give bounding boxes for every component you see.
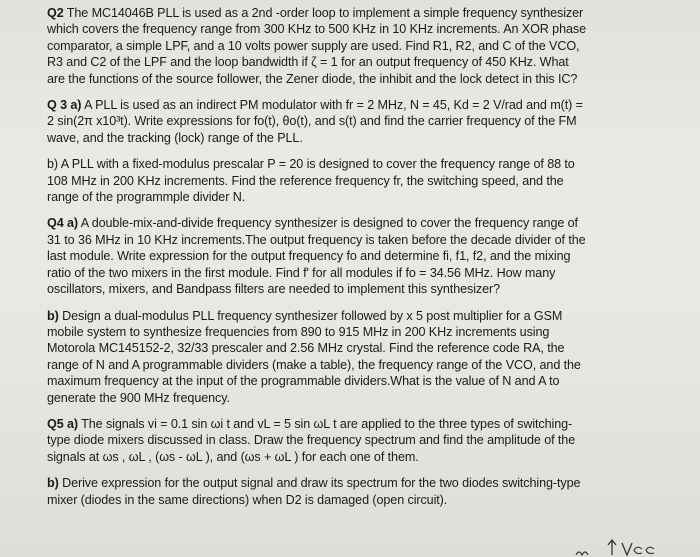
- question-line: [47, 97, 659, 113]
- question-line: oscillators, mixers, and Bandpass filters are needed to implement this synthesizer?: [47, 282, 500, 297]
- handwritten-scribble: [572, 535, 662, 557]
- question-line: maximum frequency at the input of the programmable dividers.What is the value of N and A to: [47, 374, 560, 389]
- question-line: generate the 900 MHz frequency.: [47, 390, 230, 405]
- question-line: 108 MHz in 200 KHz increments. Find the reference frequency fr, the switching speed, and the: [47, 173, 564, 188]
- question-line: last module. Write expression for the output frequency fo and determine fi, f1, f2, and the mixing: [47, 249, 571, 264]
- question-text: A double-mix-and-divide frequency synthesizer is designed to cover the frequency range of: [80, 216, 578, 231]
- question-line: R3 and C2 of the LPF and the loop bandwidth if ζ = 1 for an output frequency of 450 KHz. What: [47, 55, 569, 70]
- question-line: [47, 5, 659, 21]
- question-q4a: [47, 215, 659, 297]
- question-text: Design a dual-modulus PLL frequency synthesizer followed by x 5 post multiplier for a GSM: [62, 308, 563, 323]
- question-q5b: [47, 475, 659, 508]
- question-tag: Q 3 a): [47, 98, 82, 113]
- question-line: [47, 416, 659, 432]
- question-line: ratio of the two mixers in the first module. Find f' for all modules if fo = 34.56 MHz. How many: [47, 265, 556, 280]
- question-line: wave, and the tracking (lock) range of the PLL.: [47, 130, 303, 145]
- question-line: [47, 215, 659, 231]
- question-line: type diode mixers discussed in class. Draw the frequency spectrum and find the amplitude of the: [47, 433, 576, 448]
- question-line: [47, 475, 659, 491]
- question-tag: b): [47, 476, 59, 491]
- question-line: b) A PLL with a fixed-modulus prescalar P = 20 is designed to cover the frequency range of 88 to: [47, 157, 575, 172]
- question-tag: Q4 a): [47, 216, 78, 231]
- question-line: range of N and A programmable dividers (make a table), the frequency range of the VCO, and the: [47, 357, 581, 372]
- question-tag: Q2: [47, 6, 64, 20]
- question-line: [47, 308, 659, 324]
- question-text: The signals vi = 0.1 sin ωi t and vL = 5 sin ωL t are applied to the three types of switching-: [81, 416, 573, 431]
- question-text: A PLL is used as an indirect PM modulator with fr = 2 MHz, N = 45, Kd = 2 V/rad and m(t) =: [84, 98, 583, 113]
- question-line: mixer (diodes in the same directions) when D2 is damaged (open circuit).: [47, 492, 448, 507]
- question-line: which covers the frequency range from 300 KHz to 500 KHz in 10 KHz increments. An XOR phase: [47, 22, 586, 37]
- question-tag: Q5 a): [47, 416, 78, 431]
- question-text: The MC14046B PLL is used as a 2nd -order loop to implement a simple frequency synthesizer: [66, 6, 584, 20]
- question-line: range of the programmple divider N.: [47, 190, 246, 205]
- question-text: Derive expression for the output signal and draw its spectrum for the two diodes switching-type: [62, 476, 581, 491]
- question-line: mobile system to synthesize frequencies from 890 to 915 MHz in 200 KHz increments using: [47, 324, 550, 339]
- question-line: Motorola MC145152-2, 32/33 prescaler and 2.56 MHz crystal. Find the reference code RA, the: [47, 341, 565, 356]
- question-q5a: [47, 416, 659, 465]
- question-line: signals at ωs , ωL , (ωs - ωL ), and (ωs + ωL ) for each one of them.: [47, 449, 419, 464]
- question-line: 2 sin(2π x10³t). Write expressions for fo(t), θo(t), and s(t) and find the carrier frequency of the FM: [47, 114, 577, 129]
- question-line: 31 to 36 MHz in 10 KHz increments.The output frequency is taken before the decade divider of the: [47, 232, 586, 247]
- question-q3a: [47, 97, 659, 146]
- questions-content: [47, 5, 659, 518]
- question-line: comparator, a simple LPF, and a 10 volts power supply are used. Find R1, R2, and C of the VCO,: [47, 38, 580, 53]
- question-q2: [47, 5, 659, 87]
- question-line: are the functions of the source follower, the Zener diode, the inhibit and the lock detect in this IC?: [47, 71, 578, 86]
- question-q4b: [47, 308, 659, 406]
- question-q3b: [47, 156, 659, 205]
- question-tag: b): [47, 308, 59, 323]
